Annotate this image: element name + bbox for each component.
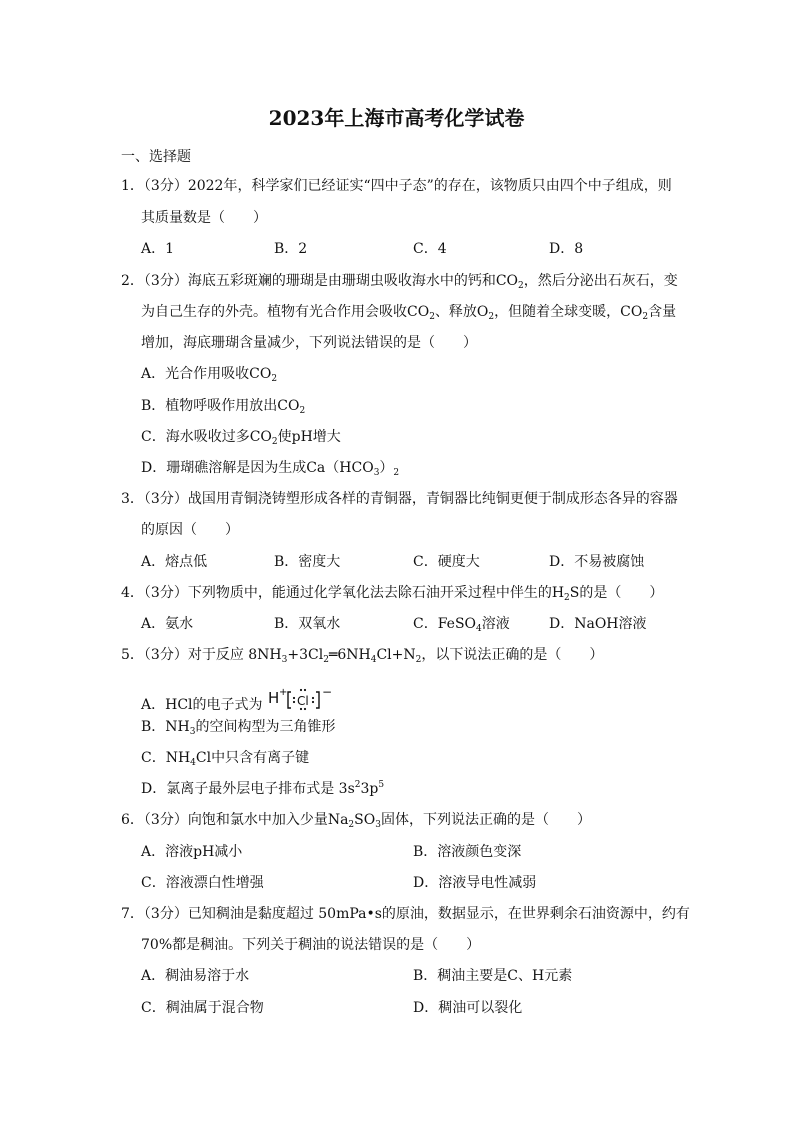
- left-bracket-icon: [288, 692, 291, 708]
- question-7-line-2: 70%都是稠油。下列关于稠油的说法错误的是（ ）: [141, 937, 481, 953]
- q1-option-a: A．1: [141, 241, 175, 257]
- right-bracket-icon: [316, 692, 319, 708]
- q2-option-d: D．珊瑚礁溶解是因为生成$Ca(HCO_3)_2$: [141, 460, 400, 478]
- lewis-minus-sign: −: [321, 686, 333, 699]
- q2-option-a: A．光合作用吸收$CO_2$: [141, 366, 278, 384]
- lewis-h-symbol: H: [267, 689, 280, 707]
- question-4-line-1: 4．（3分）下列物质中，能通过化学氧化法去除石油开采过程中伴生的$H_2S$的是（ ）: [121, 585, 664, 603]
- question-1-line-1: 1．（3分）2022年，科学家们已经证实“四中子态”的存在，该物质只由四个中子组成，则: [121, 178, 672, 194]
- q5-option-d: D．氯离子最外层电子排布式是 $3s^23p^5$: [141, 780, 385, 797]
- question-3-line-1: 3．（3分）战国用青铜浇铸塑形成各样的青铜器，青铜器比纯铜更便于制成形态各异的容器: [121, 491, 678, 507]
- q7-option-b: B．稠油主要是C、H元素: [413, 968, 573, 984]
- electron-dot-icon: [293, 697, 295, 699]
- question-6-line-1: 6．（3分）向饱和氯水中加入少量$Na_2SO_3$固体，下列说法正确的是（ ）: [121, 812, 591, 830]
- q7-option-a: A．稠油易溶于水: [141, 968, 250, 984]
- question-2-line-1: 2．（3分）海底五彩斑斓的珊瑚是由珊瑚虫吸收海水中的钙和$CO_2$，然后分泌出石灰石，变: [121, 273, 678, 291]
- q4-option-b: B．双氧水: [274, 616, 341, 632]
- q5-option-a: A．HCl的电子式为 H + Cl −: [141, 686, 347, 715]
- question-3-line-2: 的原因（ ）: [141, 522, 239, 538]
- electron-dot-icon: [300, 689, 302, 691]
- q1-option-c: C．4: [413, 241, 447, 257]
- q3-option-c: C．硬度大: [413, 554, 480, 570]
- question-1-line-2: 其质量数是（ ）: [141, 210, 267, 226]
- electron-dot-icon: [304, 689, 306, 691]
- q3-option-b: B．密度大: [274, 554, 341, 570]
- q5-option-c: C．$NH_4Cl$中只含有离子键: [141, 750, 310, 768]
- q2-option-b: B．植物呼吸作用放出$CO_2$: [141, 398, 306, 416]
- q6-option-b: B．溶液颜色变深: [413, 844, 522, 860]
- electron-dot-icon: [312, 701, 314, 703]
- q6-option-d: D．溶液导电性减弱: [413, 875, 537, 891]
- question-2-line-2: 为自己生存的外壳。植物有光合作用会吸收$CO_2$、释放$O_2$，但随着全球变暖，$CO_2$含量: [141, 304, 677, 322]
- lewis-plus-sign: +: [278, 687, 288, 698]
- hcl-lewis-structure: [267, 686, 347, 712]
- question-7-line-1: 7．（3分）已知稠油是黏度超过 50mPa•s的原油，数据显示，在世界剩余石油资源中，约有: [121, 906, 690, 922]
- q7-option-c: C．稠油属于混合物: [141, 1000, 264, 1016]
- section-heading: 一、选择题: [121, 149, 191, 165]
- q2-option-c: C．海水吸收过多$CO_2$使pH增大: [141, 429, 341, 447]
- q5-option-b: B．$NH_3$的空间构型为三角锥形: [141, 719, 336, 737]
- question-5-line-1: 5．（3分）对于反应 $8NH_3+3Cl_2═6NH_4Cl+N_2$，以下说法正确的是（ ）: [121, 647, 604, 665]
- q7-option-d: D．稠油可以裂化: [413, 1000, 523, 1016]
- q1-option-b: B．2: [274, 241, 308, 257]
- q4-option-d: D．NaOH溶液: [549, 616, 647, 632]
- electron-dot-icon: [300, 708, 302, 710]
- q4-option-c: C．FeSO$_4$溶液: [413, 616, 510, 634]
- electron-dot-icon: [312, 697, 314, 699]
- electron-dot-icon: [293, 701, 295, 703]
- q1-option-d: D．8: [549, 241, 584, 257]
- question-2-line-3: 增加，海底珊瑚含量减少，下列说法错误的是（ ）: [141, 335, 477, 351]
- q3-option-d: D．不易被腐蚀: [549, 554, 645, 570]
- lewis-cl-symbol: Cl: [296, 694, 309, 708]
- q6-option-c: C．溶液漂白性增强: [141, 875, 264, 891]
- electron-dot-icon: [304, 708, 306, 710]
- q6-option-a: A．溶液pH减小: [141, 844, 243, 860]
- page-title: 2023年上海市高考化学试卷: [268, 106, 525, 130]
- q4-option-a: A．氨水: [141, 616, 194, 632]
- q3-option-a: A．熔点低: [141, 554, 208, 570]
